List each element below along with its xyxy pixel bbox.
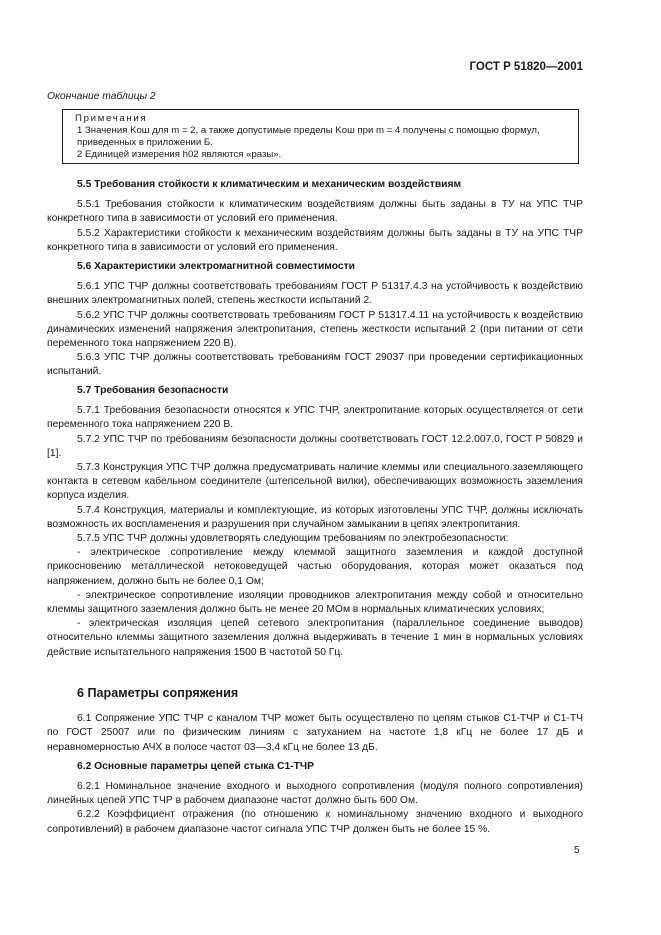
notes-box: [62, 109, 579, 164]
paragraph: 5.5.2 Характеристики стойкости к механическим воздействиям должны быть заданы в ТУ на УПС ТЧР конкретного типа в зависимости от условий его применения.: [47, 227, 583, 253]
paragraph: 5.7.1 Требования безопасности относятся к УПС ТЧР, электропитание которых осуществляется от сети переменного тока напряжением 220 В.: [47, 405, 583, 431]
paragraph: 5.6.1 УПС ТЧР должны соответствовать требованиям ГОСТ Р 51317.4.3 на устойчивость к воздействию внешних электромагнитных полей, степень жесткости испытаний 2.: [47, 281, 583, 307]
document-id: ГОСТ Р 51820—2001: [469, 61, 583, 73]
paragraph: 5.7.3 Конструкция УПС ТЧР должна предусматривать наличие клеммы или специального заземляющего контакта в сетевом кабельном соединителе (штепсельной вилки), обеспечивающих возможность заземления корпуса изделия.: [47, 462, 583, 502]
list-item: - электрическое сопротивление между клеммой защитного заземления и каждой доступной прикосновению металлической нетоковедущей частью оборудования, которая может оказаться под напряжением, должно быть не более 0,1 Ом;: [47, 547, 583, 587]
table-caption: Окончание таблицы 2: [47, 91, 156, 102]
section-5-7: [47, 384, 583, 660]
page-number: 5: [574, 845, 580, 856]
section-heading: 5.7 Требования безопасности: [77, 385, 229, 396]
paragraph: 5.7.2 УПС ТЧР по требованиям безопасности должны соответствовать ГОСТ 12.2.007.0, ГОСТ Р 50829 и [1].: [47, 433, 583, 459]
section-heading: 5.6 Характеристики электромагнитной совместимости: [77, 261, 356, 272]
note-1: 1 Значения Kош для m = 2, а также допустимые пределы Kош при m = 4 получены с помощью формул, приведенных в приложении Б.: [77, 125, 540, 149]
section-heading: 6.2 Основные параметры цепей стыка С1-ТЧР: [77, 760, 314, 772]
chapter-heading: 6 Параметры сопряжения: [77, 686, 239, 700]
section-5-5: [47, 178, 583, 255]
section-heading: 5.5 Требования стойкости к климатическим и механическим воздействиям: [77, 179, 462, 190]
paragraph: 5.5.1 Требования стойкости к климатическим воздействиям должны быть заданы в ТУ на УПС ТЧР конкретного типа в зависимости от условий его применения.: [47, 199, 583, 225]
paragraph: 5.6.2 УПС ТЧР должны соответствовать требованиям ГОСТ Р 51317.4.11 на устойчивость к воздействию динамических изменений напряжения электропитания, степень жесткости испытаний 2 (при питании от сети переменного тока напряжением 220 В).: [47, 309, 583, 350]
note-2: 2 Единицей измерения h02 являются «разы».: [77, 149, 282, 161]
paragraph: 6.2.1 Номинальное значение входного и выходного сопротивления (модуля полного сопротивления) линейных цепей УПС ТЧР в рабочем диапазоне частот должно быть 600 Ом.: [47, 781, 583, 807]
section-6: [47, 686, 583, 837]
paragraph: 6.1 Сопряжение УПС ТЧР с каналом ТЧР может быть осуществлено по цепям стыков С1-ТЧР и С1-ТЧ по ГОСТ 25007 или по физическим линиям с затуханием на частоте 1,8 кГц не более 17 дБ и неравномерностью АЧХ в полосе частот 03—3,4 кГц не более 13 дБ.: [47, 713, 583, 753]
list-item: - электрическая изоляция цепей сетевого электропитания (параллельное соединение выводов) относительно клеммы защитного заземления должна выдерживать в течение 1 мин в нормальных условиях действие испытательного напряжения 1500 В частотой 50 Гц.: [47, 618, 583, 658]
section-5-6: [47, 260, 583, 380]
paragraph: 5.7.5 УПС ТЧР должны удовлетворять следующим требованиям по электробезопасности:: [77, 533, 509, 545]
paragraph: 5.6.3 УПС ТЧР должны соответствовать требованиям ГОСТ 29037 при проведении сертификационных испытаний.: [47, 352, 583, 378]
notes-title: Примечания: [75, 113, 148, 124]
paragraph: 6.2.2 Коэффициент отражения (по отношению к номинальному значению входного и выходного сопротивлений) в рабочем диапазоне частот сигнала УПС ТЧР должен быть не более 15 %.: [47, 809, 583, 835]
paragraph: 5.7.4 Конструкция, материалы и комплектующие, из которых изготовлены УПС ТЧР, должны исключать возможность их воспламенения и разрушения при случайном замыкании в цепях электропитания.: [47, 504, 583, 530]
list-item: - электрическое сопротивление изоляции проводников электропитания между собой и относительно клеммы защитного заземления должно быть не менее 20 МОм в нормальных климатических условиях;: [47, 589, 583, 616]
